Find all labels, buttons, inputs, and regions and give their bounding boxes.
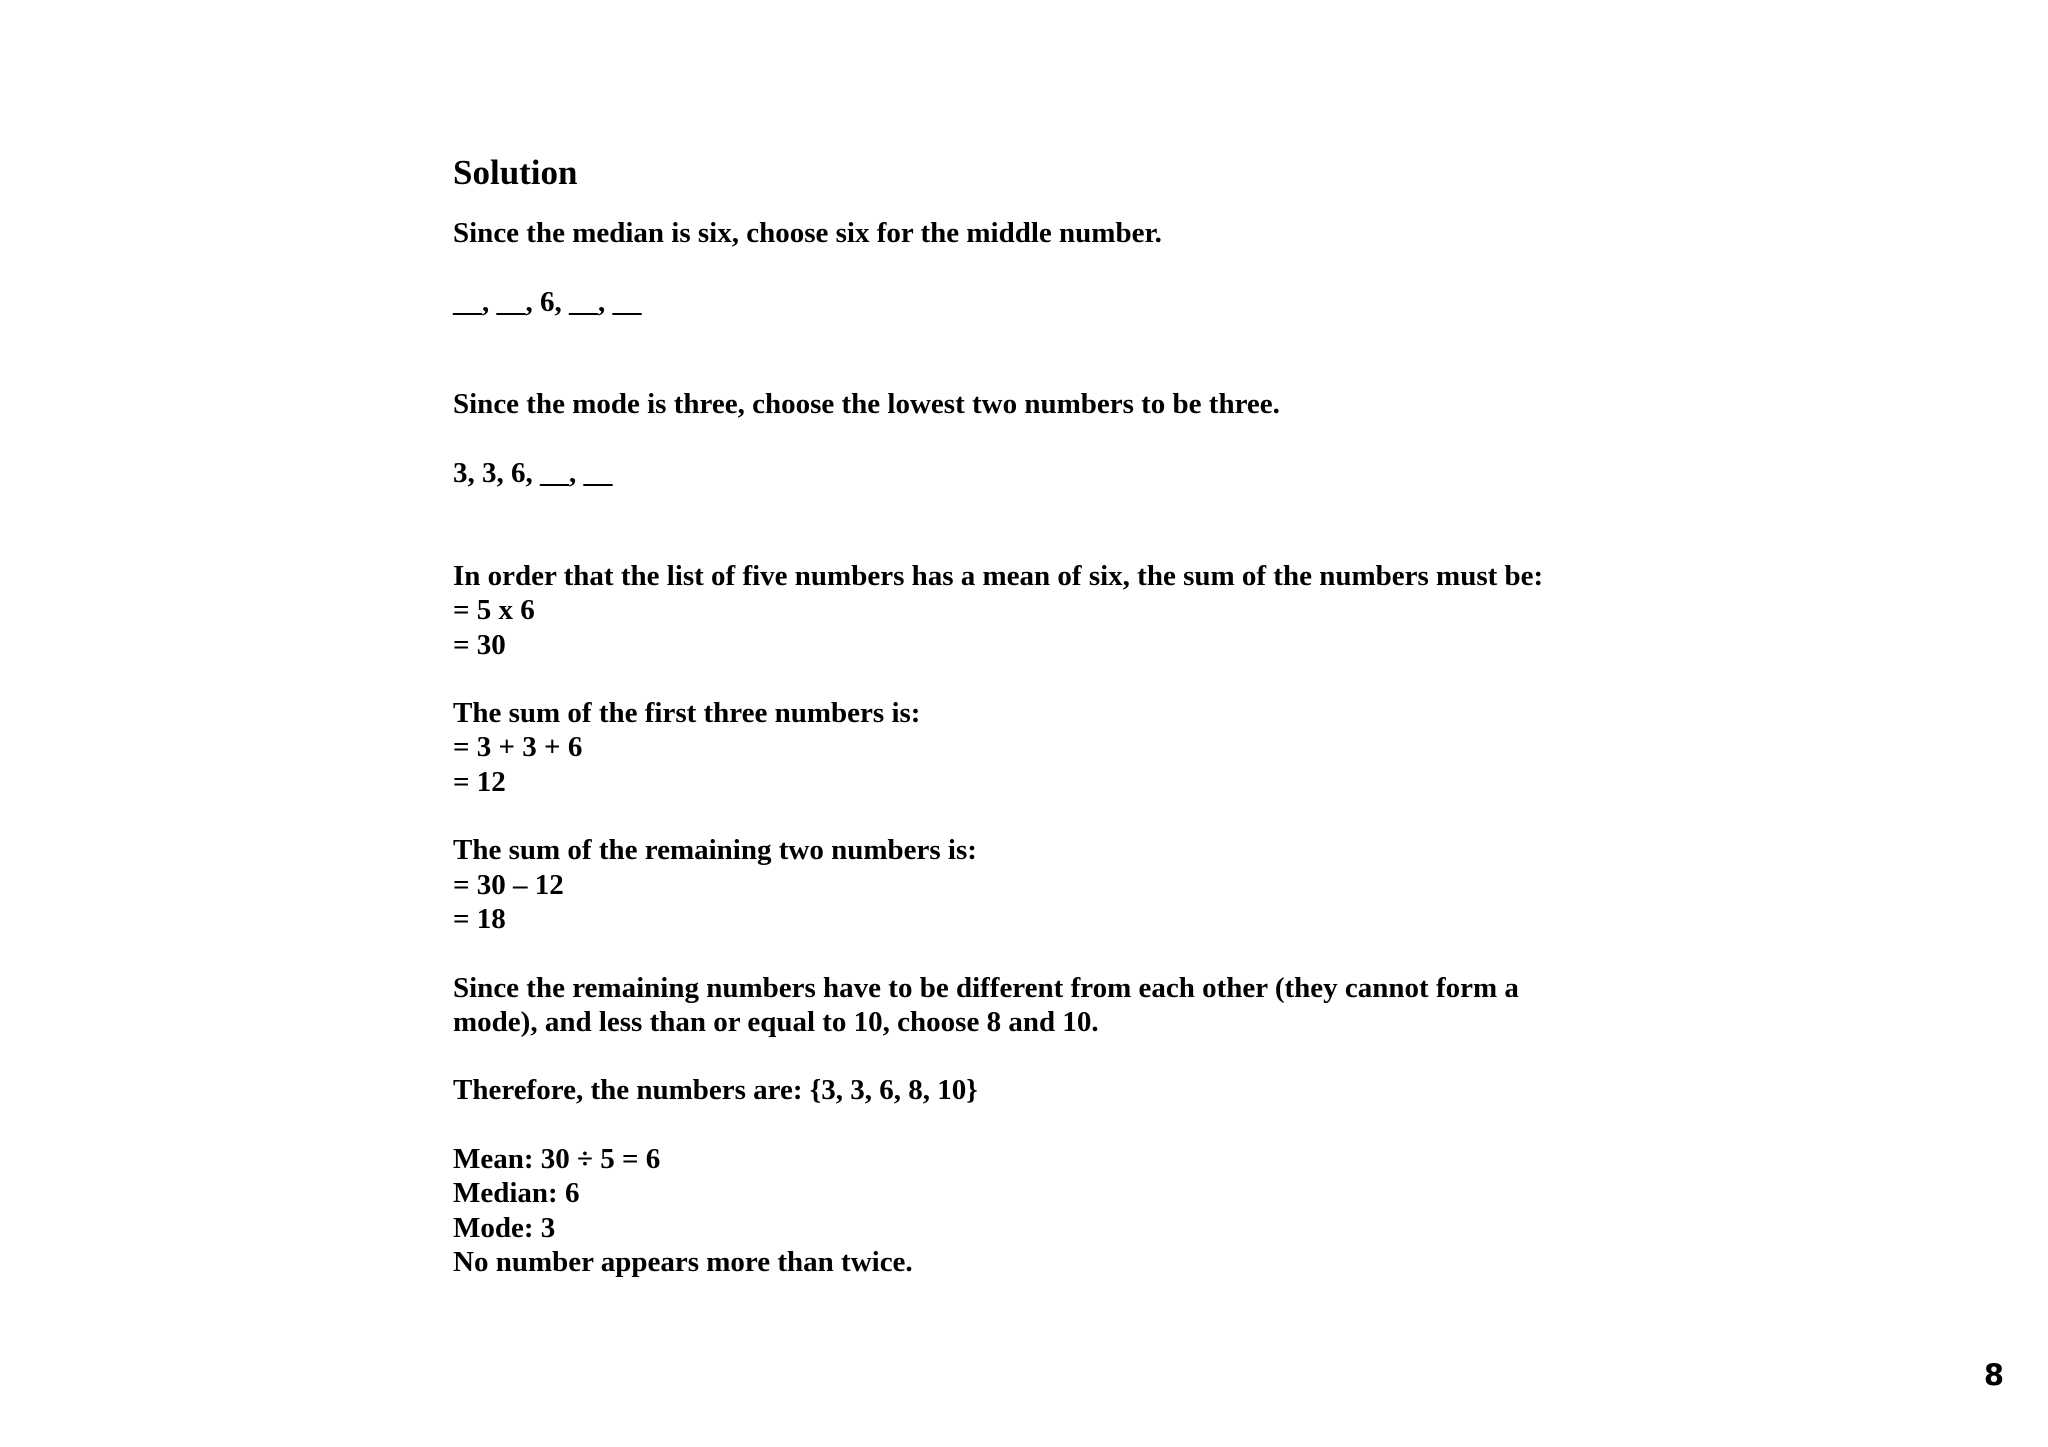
total-sum-intro: In order that the list of five numbers has a mean of six, the sum of the numbers must be: bbox=[453, 559, 1544, 592]
check-mean: Mean: 30 ÷ 5 = 6 bbox=[453, 1143, 661, 1176]
median-step-blanks: __, __, 6, __, __ bbox=[453, 285, 642, 318]
solution-content bbox=[453, 148, 1903, 1279]
check-note: No number appears more than twice. bbox=[453, 1245, 913, 1278]
page-number: 8 bbox=[1983, 1358, 2004, 1392]
remaining-sum-intro: The sum of the remaining two numbers is: bbox=[453, 834, 977, 867]
remaining-sum-calculation: = 30 – 12 bbox=[453, 868, 564, 901]
check-median: Median: 6 bbox=[453, 1177, 580, 1210]
total-sum-calculation: = 5 x 6 bbox=[453, 594, 535, 627]
remaining-choice-line-1: Since the remaining numbers have to be different from each other (they cannot form a bbox=[453, 971, 1519, 1004]
mode-step-text: Since the mode is three, choose the lowest two numbers to be three. bbox=[453, 388, 1280, 421]
total-sum-result: = 30 bbox=[453, 628, 506, 661]
first-three-sum-result: = 12 bbox=[453, 765, 506, 798]
check-mode: Mode: 3 bbox=[453, 1211, 556, 1244]
median-step-text: Since the median is six, choose six for the middle number. bbox=[453, 217, 1162, 249]
solution-heading: Solution bbox=[453, 153, 578, 192]
mode-step-blanks: 3, 3, 6, __, __ bbox=[453, 457, 613, 490]
first-three-sum-calculation: = 3 + 3 + 6 bbox=[453, 731, 583, 764]
final-numbers: Therefore, the numbers are: {3, 3, 6, 8, 10} bbox=[453, 1074, 978, 1107]
first-three-sum-intro: The sum of the first three numbers is: bbox=[453, 697, 921, 730]
remaining-choice-line-2: mode), and less than or equal to 10, choose 8 and 10. bbox=[453, 1005, 1099, 1038]
remaining-sum-result: = 18 bbox=[453, 902, 506, 935]
